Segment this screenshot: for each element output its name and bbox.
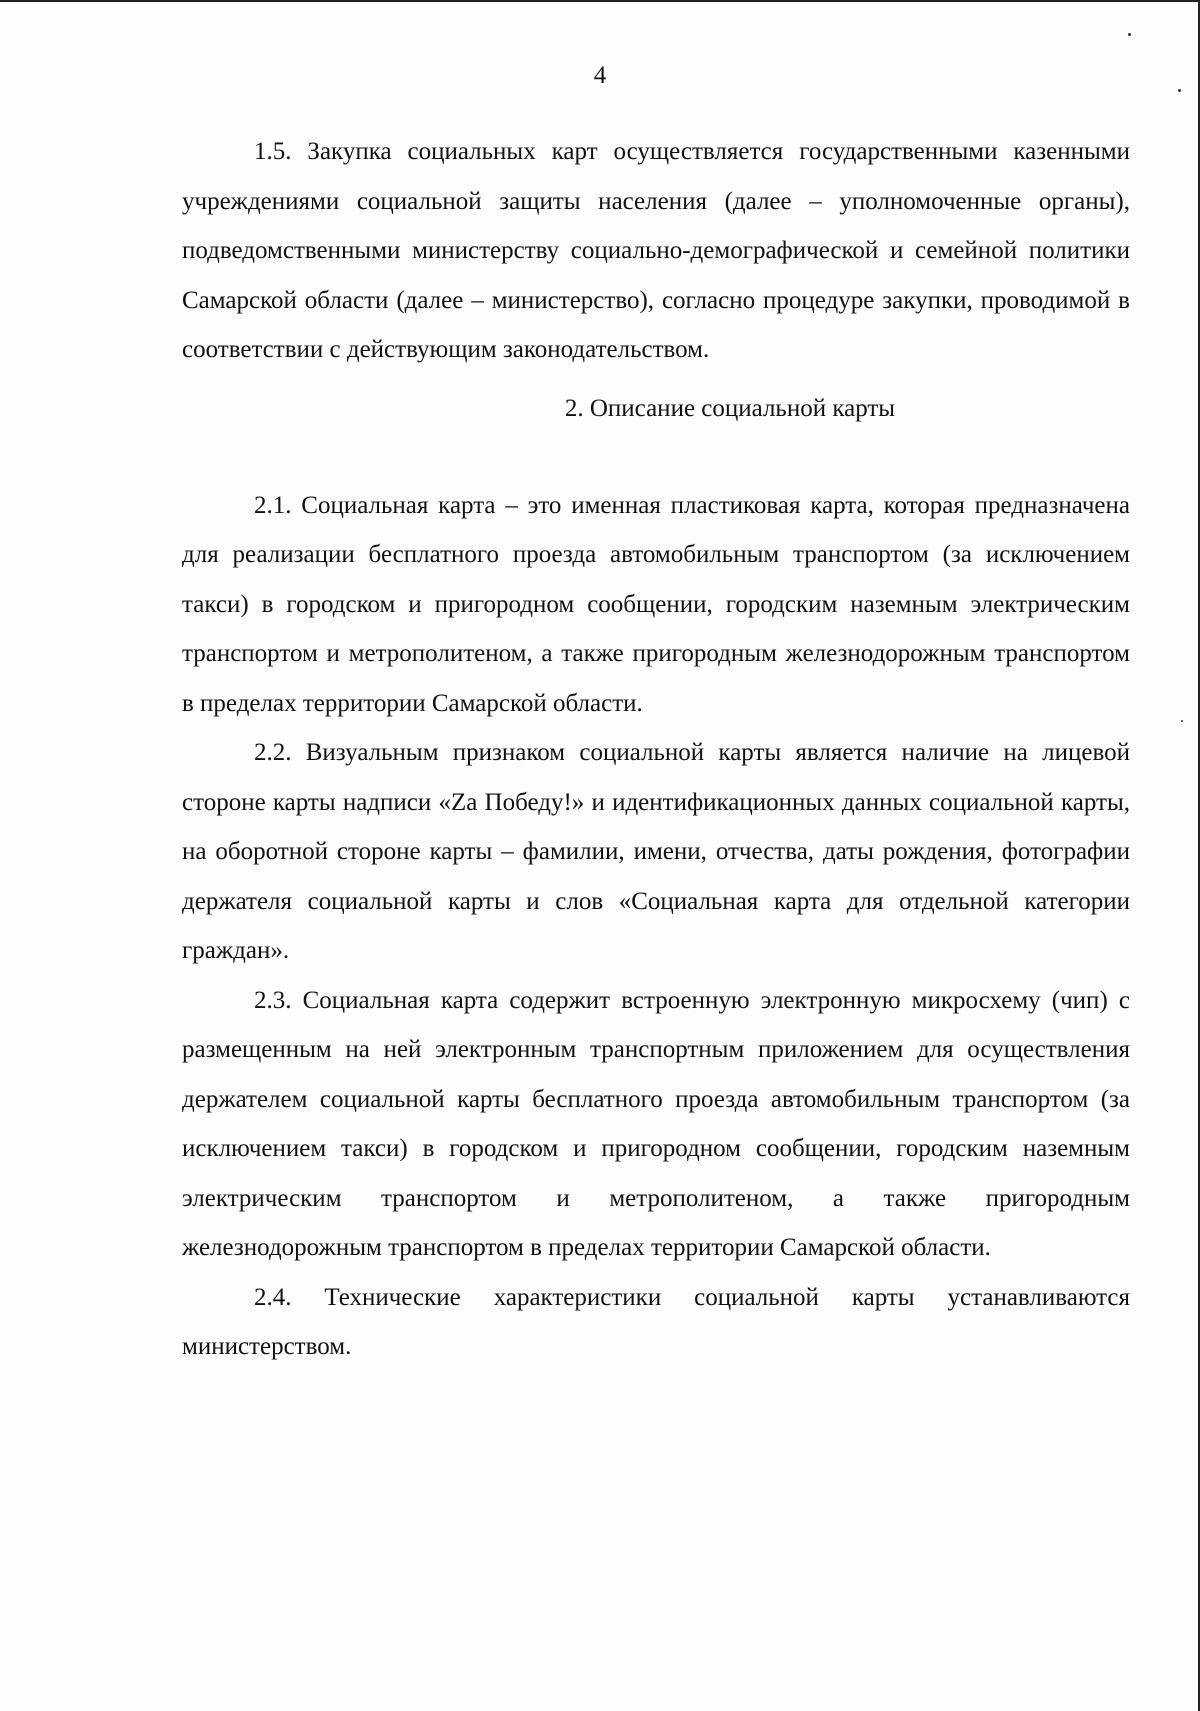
document-body bbox=[182, 127, 1130, 1372]
paragraph-2-4: 2.4. Технические характеристики социальной карты устанавливаются министерством. bbox=[182, 1283, 1130, 1360]
scan-speck bbox=[1128, 33, 1131, 36]
paragraph-2-1: 2.1. Социальная карта – это именная пластиковая карта, которая предназначена для реализации бесплатного проезда автомобильным транспортом (за исключением такси) в городском и пригородном сообщении, городским наземным электрическим транспортом и метрополитеном, а также пригородным железнодорожным транспортом в пределах территории Самарской области. bbox=[182, 491, 1130, 717]
scan-speck bbox=[1178, 89, 1181, 92]
scan-speck bbox=[1181, 720, 1183, 722]
section-heading: 2. Описание социальной карты bbox=[564, 394, 896, 422]
paragraph-1-5: 1.5. Закупка социальных карт осуществляется государственными казенными учреждениями социальной защиты населения (далее – уполномоченные органы), подведомственными министерству социально-демографической и семейной политики Самарской области (далее – министерство), согласно процедуре закупки, проводимой в соответствии с действующим законодательством. bbox=[182, 138, 1130, 363]
paragraph-2-2: 2.2. Визуальным признаком социальной карты является наличие на лицевой стороне карты надписи «Za Победу!» и идентификационных данных социальной карты, на оборотной стороне карты – фамилии, имени, отчества, даты рождения, фотографии держателя социальной карты и слов «Социальная карта для отдельной категории граждан». bbox=[182, 739, 1130, 964]
scan-edge-top bbox=[0, 0, 1200, 2]
paragraph-2-3: 2.3. Социальная карта содержит встроенную электронную микросхему (чип) с размещенным на ней электронным транспортным приложением для осуществления держателем социальной карты бесплатного проезда автомобильным транспортом (за исключением такси) в городском и пригородном сообщении, городским наземным электрическим транспортом и метрополитеном, а также пригородным железнодорожным транспортом в пределах территории Самарской области. bbox=[182, 986, 1130, 1261]
page-number: 4 bbox=[593, 62, 607, 89]
section-spacer bbox=[182, 425, 1130, 481]
